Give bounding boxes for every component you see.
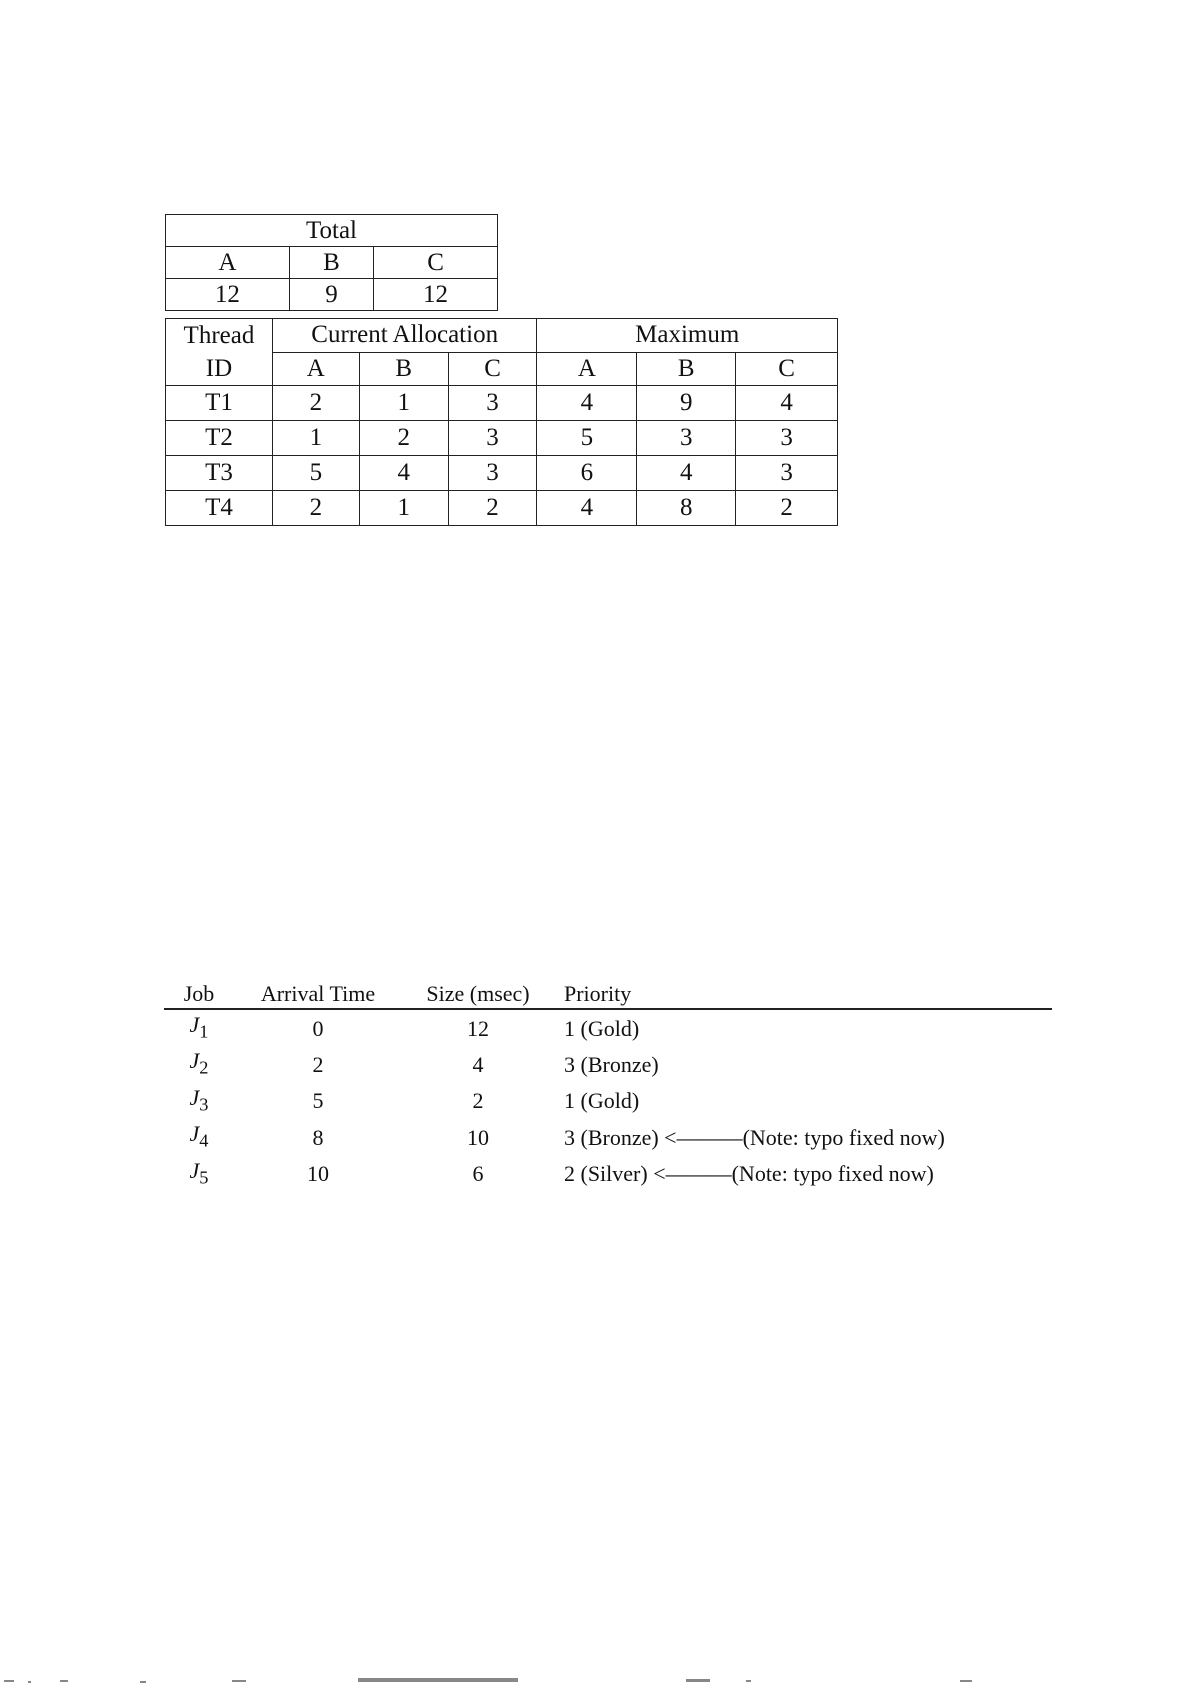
table-row bbox=[164, 1083, 1052, 1119]
jobs-table bbox=[164, 978, 1052, 1192]
current-allocation-header: Current Allocation bbox=[272, 319, 537, 353]
maximum-c: 2 bbox=[736, 491, 838, 526]
arrival-time: 2 bbox=[312, 1052, 324, 1078]
maximum-a: 4 bbox=[537, 491, 637, 526]
arrival-time: 5 bbox=[312, 1088, 324, 1114]
current-c: 3 bbox=[448, 421, 537, 456]
maximum-b: 8 bbox=[637, 491, 736, 526]
table-row bbox=[166, 386, 838, 421]
job-id bbox=[164, 1119, 234, 1155]
size: 4 bbox=[472, 1052, 484, 1078]
table-row bbox=[166, 421, 838, 456]
current-c: 2 bbox=[448, 491, 537, 526]
scan-artifacts bbox=[0, 1672, 1192, 1685]
job-id bbox=[164, 1046, 234, 1082]
total-value-c: 12 bbox=[374, 279, 498, 311]
priority: 2 (Silver) <———(Note: typo fixed now) bbox=[564, 1161, 934, 1187]
size: 2 bbox=[472, 1088, 484, 1114]
arrival-time: 0 bbox=[312, 1015, 324, 1041]
current-a: 2 bbox=[272, 386, 359, 421]
table-row bbox=[164, 1119, 1052, 1155]
job-subscript: 3 bbox=[199, 1094, 209, 1115]
allocation-table bbox=[165, 318, 838, 526]
thread-header-line1: Thread bbox=[183, 322, 255, 349]
current-b: 1 bbox=[359, 386, 448, 421]
priority: 1 (Gold) bbox=[564, 1088, 640, 1114]
table-row bbox=[164, 1046, 1052, 1082]
current-col-b: B bbox=[359, 352, 448, 386]
maximum-a: 6 bbox=[537, 456, 637, 491]
maximum-b: 3 bbox=[637, 421, 736, 456]
current-col-c: C bbox=[448, 352, 537, 386]
thread-header-line2: ID bbox=[205, 355, 233, 382]
total-column-a: A bbox=[166, 247, 290, 279]
total-column-c: C bbox=[374, 247, 498, 279]
priority: 3 (Bronze) bbox=[564, 1052, 659, 1078]
jobs-header-row bbox=[164, 978, 1052, 1009]
table-row bbox=[166, 491, 838, 526]
thread-id: T1 bbox=[166, 386, 273, 421]
thread-id: T2 bbox=[166, 421, 273, 456]
current-col-a: A bbox=[272, 352, 359, 386]
maximum-c: 4 bbox=[736, 386, 838, 421]
job-header: Job bbox=[164, 978, 234, 1009]
maximum-c: 3 bbox=[736, 421, 838, 456]
job-id bbox=[164, 1083, 234, 1119]
maximum-col-b: B bbox=[637, 352, 736, 386]
job-id bbox=[164, 1156, 234, 1192]
job-subscript: 5 bbox=[199, 1166, 209, 1187]
maximum-c: 3 bbox=[736, 456, 838, 491]
job-id bbox=[164, 1009, 234, 1046]
maximum-col-c: C bbox=[736, 352, 838, 386]
job-subscript: 4 bbox=[199, 1130, 209, 1151]
thread-id: T3 bbox=[166, 456, 273, 491]
current-a: 1 bbox=[272, 421, 359, 456]
thread-id: T4 bbox=[166, 491, 273, 526]
job-subscript: 1 bbox=[199, 1021, 209, 1042]
current-a: 2 bbox=[272, 491, 359, 526]
current-b: 1 bbox=[359, 491, 448, 526]
current-b: 4 bbox=[359, 456, 448, 491]
arrival-time: 10 bbox=[307, 1161, 329, 1187]
table-row bbox=[164, 1009, 1052, 1046]
current-b: 2 bbox=[359, 421, 448, 456]
maximum-a: 4 bbox=[537, 386, 637, 421]
maximum-b: 4 bbox=[637, 456, 736, 491]
job-letter: J bbox=[189, 1048, 200, 1074]
current-c: 3 bbox=[448, 456, 537, 491]
total-column-b: B bbox=[289, 247, 373, 279]
priority: 1 (Gold) bbox=[564, 1015, 640, 1041]
size: 6 bbox=[472, 1161, 484, 1187]
total-table bbox=[165, 214, 498, 311]
current-c: 3 bbox=[448, 386, 537, 421]
total-value-a: 12 bbox=[166, 279, 290, 311]
job-subscript: 2 bbox=[199, 1057, 209, 1078]
arrival-time: 8 bbox=[312, 1124, 324, 1150]
total-value-b: 9 bbox=[289, 279, 373, 311]
size: 12 bbox=[467, 1015, 489, 1041]
maximum-a: 5 bbox=[537, 421, 637, 456]
maximum-col-a: A bbox=[537, 352, 637, 386]
priority-header: Priority bbox=[554, 978, 1052, 1009]
current-a: 5 bbox=[272, 456, 359, 491]
total-title: Total bbox=[166, 215, 498, 247]
size-header: Size (msec) bbox=[402, 978, 554, 1009]
maximum-b: 9 bbox=[637, 386, 736, 421]
thread-id-header bbox=[166, 319, 273, 386]
job-letter: J bbox=[189, 1121, 200, 1147]
table-row bbox=[164, 1156, 1052, 1192]
priority: 3 (Bronze) <———(Note: typo fixed now) bbox=[564, 1124, 945, 1150]
size: 10 bbox=[467, 1124, 489, 1150]
maximum-header: Maximum bbox=[537, 319, 838, 353]
job-letter: J bbox=[189, 1157, 200, 1183]
table-row bbox=[166, 456, 838, 491]
job-letter: J bbox=[189, 1084, 200, 1110]
arrival-time-header: Arrival Time bbox=[234, 978, 402, 1009]
job-letter: J bbox=[189, 1012, 200, 1037]
